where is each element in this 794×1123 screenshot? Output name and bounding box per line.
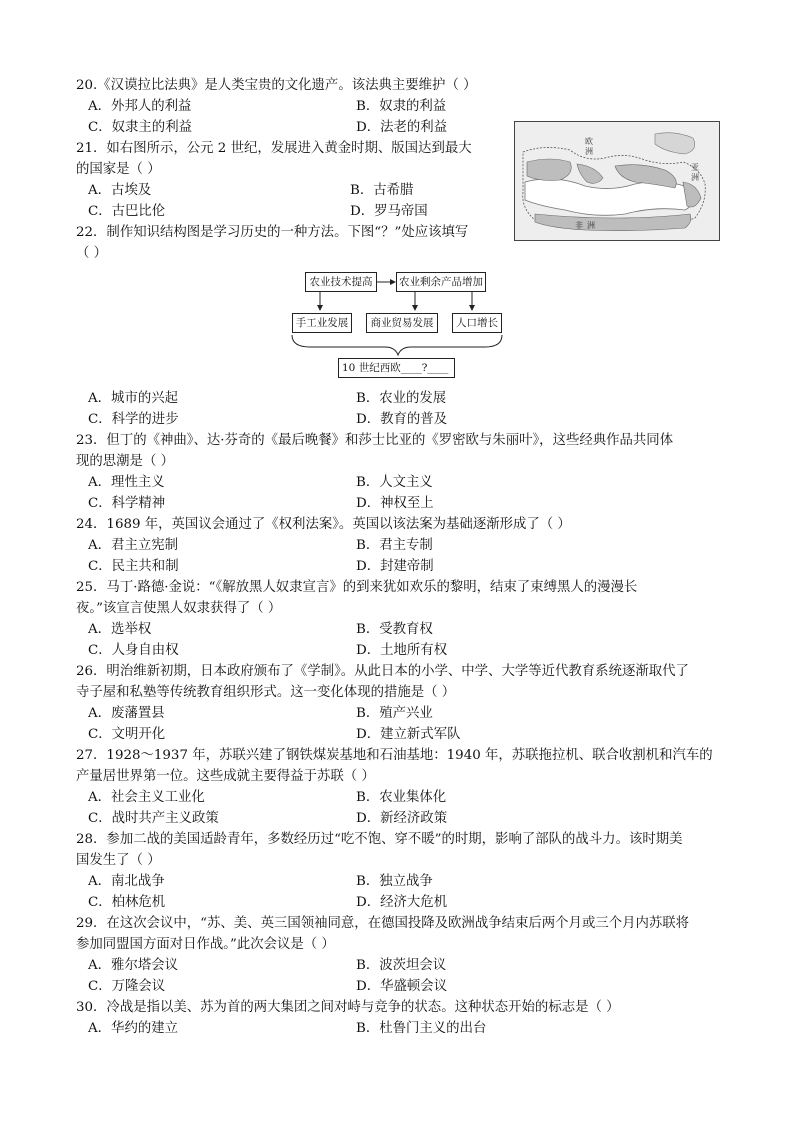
q27-stem-line2: 产量居世界第一位。这些成就主要得益于苏联（ ） (76, 769, 375, 784)
q23-option-d: D．神权至上 (356, 496, 434, 511)
q25-option-d: D．土地所有权 (356, 643, 448, 658)
q26-stem-line1: 26．明治维新初期，日本政府颁布了《学制》。从此日本的小学、中学、大学等近代教育系统逐渐取代了 (76, 664, 689, 679)
q20-option-a: A．外邦人的利益 (88, 99, 192, 114)
diagram-box-handicraft: 手工业发展 (292, 313, 352, 333)
diagram-box-agri-surplus: 农业剩余产品增加 (396, 272, 486, 292)
q28-option-a: A．南北战争 (88, 874, 165, 889)
q25-option-c: C．人身自由权 (88, 643, 179, 658)
map-label-4: 洲 (587, 221, 595, 230)
q22-option-b: B．农业的发展 (356, 391, 447, 406)
q29-option-a: A．雅尔塔会议 (88, 958, 179, 973)
diagram-box-commerce: 商业贸易发展 (366, 313, 438, 333)
map-label-3: 非 (575, 221, 583, 230)
q24-option-b: B．君主专制 (356, 538, 433, 553)
q26-option-c: C．文明开化 (88, 727, 166, 742)
q21-option-a: A．古埃及 (88, 183, 152, 198)
q23-option-b: B．人文主义 (356, 475, 433, 490)
q30-option-a: A．华约的建立 (88, 1021, 179, 1036)
q23-option-c: C．科学精神 (88, 496, 166, 511)
q28-stem-line2: 国发生了（ ） (76, 853, 161, 868)
q26-option-a: A．废藩置县 (88, 706, 165, 721)
q29-option-c: C．万隆会议 (88, 979, 166, 994)
q25-stem-line1: 25．马丁·路德·金说：“《解放黑人奴隶宣言》的到来犹如欢乐的黎明，结束了束缚黑人的漫漫长 (76, 580, 638, 595)
q25-option-b: B．受教育权 (356, 622, 433, 637)
q27-stem-line1: 27．1928～1937 年，苏联兴建了钢铁煤炭基地和石油基地：1940 年，苏联拖拉机、联合收割机和汽车的 (76, 748, 713, 763)
q23-option-a: A．理性主义 (88, 475, 165, 490)
diagram-box-result: 10 世纪西欧____?____ (338, 358, 455, 378)
q24-stem: 24．1689 年，英国议会通过了《权利法案》。英国以该法案为基础逐渐形成了（ ） (76, 517, 571, 532)
q25-stem-line2: 夜。”该宣言使黑人奴隶获得了（ ） (76, 601, 282, 616)
q22-option-d: D．教育的普及 (356, 412, 448, 427)
q27-option-b: B．农业集体化 (356, 790, 447, 805)
q26-option-b: B．殖产兴业 (356, 706, 433, 721)
q28-option-c: C．柏林危机 (88, 895, 166, 910)
q20-option-c: C．奴隶主的利益 (88, 120, 192, 135)
q28-option-b: B．独立战争 (356, 874, 433, 889)
q28-option-d: D．经济大危机 (356, 895, 448, 910)
q22-option-c: C．科学的进步 (88, 412, 179, 427)
q21-option-c: C．古巴比伦 (88, 204, 166, 219)
q20-option-b: B．奴隶的利益 (356, 99, 447, 114)
q29-stem-line1: 29．在这次会议中，“苏、美、英三国领袖同意，在德国投降及欧洲战争结束后两个月或三个月内苏联将 (76, 916, 690, 931)
q29-stem-line2: 参加同盟国方面对日作战。”此次会议是（ ） (76, 937, 335, 952)
q24-option-c: C．民主共和制 (88, 559, 179, 574)
q29-option-d: D．华盛顿会议 (356, 979, 448, 994)
q30-option-b: B．杜鲁门主义的出台 (356, 1021, 487, 1036)
q26-option-d: D．建立新式军队 (356, 727, 461, 742)
map-label-6: 洲 (691, 173, 699, 182)
q24-option-a: A．君主立宪制 (88, 538, 179, 553)
q29-option-b: B．波茨坦会议 (356, 958, 447, 973)
q21-option-d: D．罗马帝国 (350, 204, 428, 219)
map-drawing (515, 122, 719, 240)
q22-option-a: A．城市的兴起 (88, 391, 179, 406)
diagram-box-agri-tech: 农业技术提高 (305, 272, 377, 292)
map-label-5: 亚 (691, 163, 699, 172)
q22-stem-line2: （ ） (76, 246, 108, 261)
q21-option-b: B．古希腊 (350, 183, 414, 198)
q27-option-d: D．新经济政策 (356, 811, 448, 826)
q24-option-d: D．封建帝制 (356, 559, 434, 574)
q20-option-d: D．法老的利益 (356, 120, 448, 135)
q26-stem-line2: 寺子屋和私塾等传统教育组织形式。这一变化体现的措施是（ ） (76, 685, 456, 700)
q30-stem: 30．冷战是指以美、苏为首的两大集团之间对峙与竞争的状态。这种状态开始的标志是（ ） (76, 1000, 620, 1015)
q20-stem: 20.《汉谟拉比法典》是人类宝贵的文化遗产。该法典主要维护（ ） (76, 78, 477, 93)
q23-stem-line2: 现的思潮是（ ） (76, 454, 174, 469)
map-label-1: 欧 (585, 137, 593, 146)
roman-empire-map (514, 121, 720, 241)
q28-stem-line1: 28．参加二战的美国适龄青年，多数经历过“吃不饱、穿不暖”的时期，影响了部队的战斗力。该时期美 (76, 832, 683, 847)
q23-stem-line1: 23．但丁的《神曲》、达·芬奇的《最后晚餐》和莎士比亚的《罗密欧与朱丽叶》，这些经典作品共同体 (76, 433, 674, 448)
q21-stem-line2: 的国家是（ ） (76, 162, 161, 177)
q25-option-a: A．选举权 (88, 622, 152, 637)
q27-option-c: C．战时共产主义政策 (88, 811, 219, 826)
map-label-2: 洲 (585, 147, 593, 156)
q21-stem-line1: 21．如右图所示，公元 2 世纪，发展进入黄金时期、版国达到最大 (76, 141, 472, 156)
q27-option-a: A．社会主义工业化 (88, 790, 205, 805)
q22-stem-line1: 22．制作知识结构图是学习历史的一种方法。下图“？”处应该填写 (76, 225, 469, 240)
diagram-box-population: 人口增长 (452, 313, 502, 333)
